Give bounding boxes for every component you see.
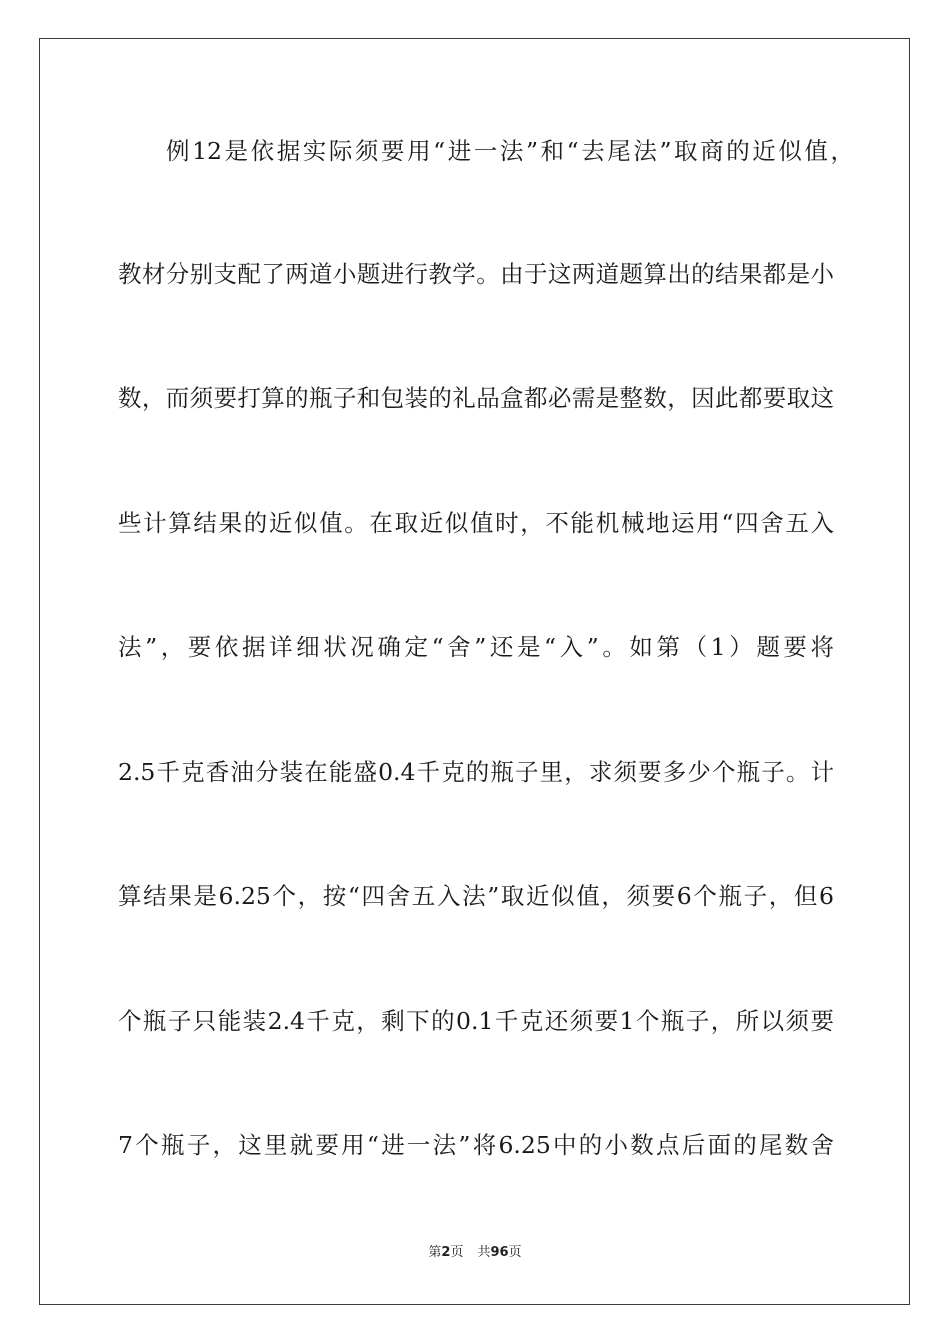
paragraph-line-4: 些计算结果的近似值。在取近似值时，不能机械地运用“四舍五入 [118,509,834,537]
total-label-prefix: 共 [477,1245,491,1260]
page-label-suffix: 页 [450,1245,464,1260]
page-border [39,38,910,1305]
page-label-prefix: 第 [428,1245,442,1260]
paragraph-line-3: 数，而须要打算的瓶子和包装的礼品盒都必需是整数，因此都要取这 [118,384,834,412]
paragraph-line-5: 法”，要依据详细状况确定“舍”还是“入”。如第（1）题要将 [118,633,834,661]
total-pages: 96 [490,1245,509,1260]
paragraph-line-6: 2.5千克香油分装在能盛0.4千克的瓶子里，求须要多少个瓶子。计 [118,758,834,786]
paragraph-line-9: 7个瓶子，这里就要用“进一法”将6.25中的小数点后面的尾数舍 [118,1131,834,1159]
paragraph-line-7: 算结果是6.25个，按“四舍五入法”取近似值，须要6个瓶子，但6 [118,882,834,910]
paragraph-line-2: 教材分别支配了两道小题进行教学。由于这两道题算出的结果都是小 [118,260,834,288]
total-label-suffix: 页 [508,1245,522,1260]
page-footer [0,1244,950,1262]
paragraph-line-1: 例12是依据实际须要用“进一法”和“去尾法”取商的近似值， [166,137,854,165]
paragraph-line-8: 个瓶子只能装2.4千克，剩下的0.1千克还须要1个瓶子，所以须要 [118,1007,834,1035]
page-number: 2 [441,1245,451,1260]
